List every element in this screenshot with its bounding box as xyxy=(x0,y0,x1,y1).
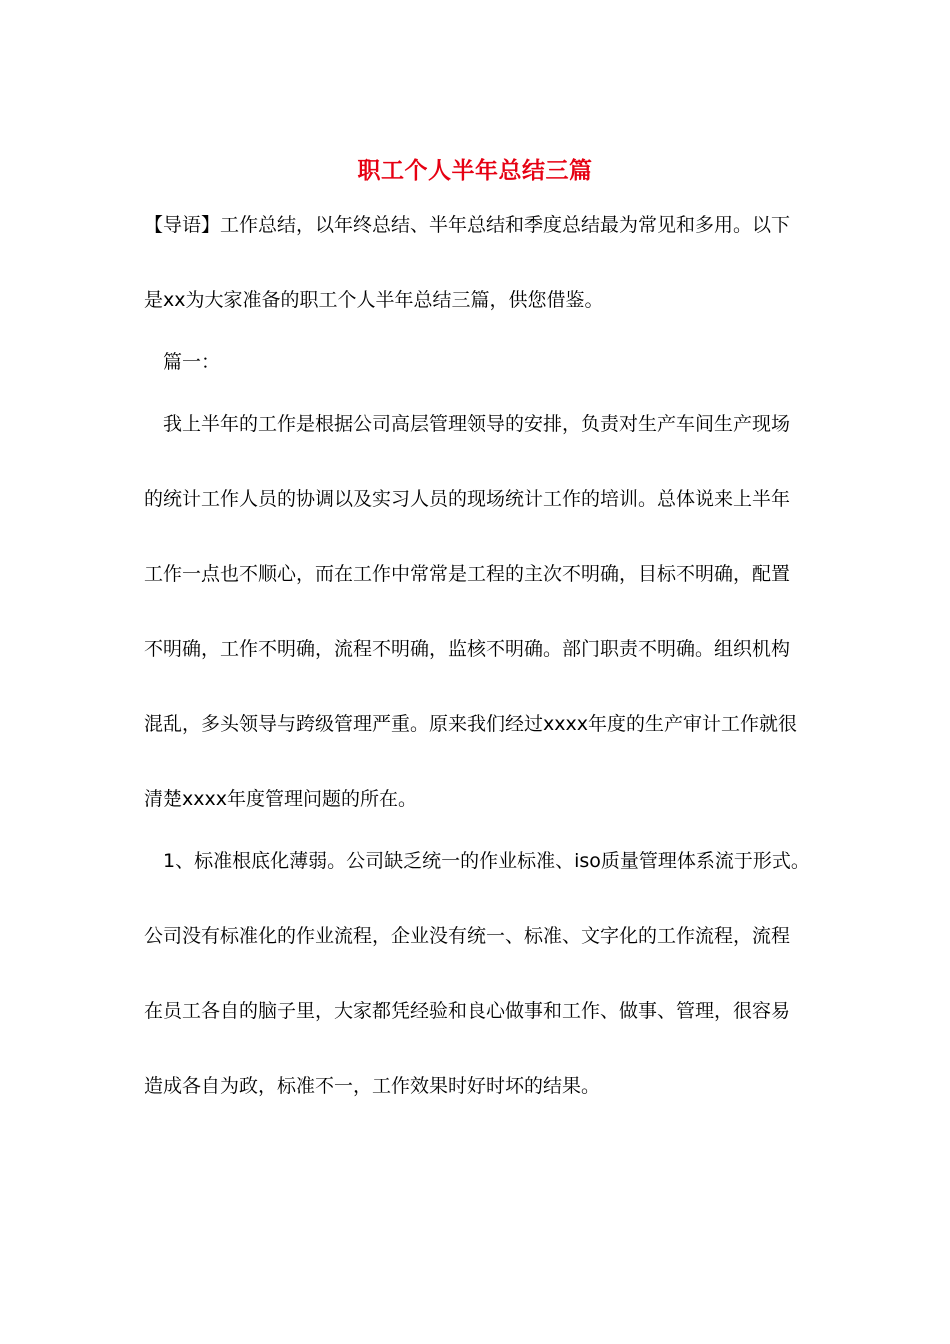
paragraph-line: 造成各自为政，标准不一，工作效果时好时坏的结果。 xyxy=(144,1075,601,1097)
paragraph-line: 不明确，工作不明确，流程不明确，监核不明确。部门职责不明确。组织机构 xyxy=(144,638,791,660)
paragraph-line: 清楚xxxx年度管理问题的所在。 xyxy=(144,788,417,810)
intro-line-2: 是xx为大家准备的职工个人半年总结三篇，供您借鉴。 xyxy=(144,289,604,311)
section-heading: 篇一： xyxy=(163,351,221,373)
paragraph-line: 工作一点也不顺心，而在工作中常常是工程的主次不明确，目标不明确，配置 xyxy=(144,563,791,585)
paragraph-line: 1、标准根底化薄弱。公司缺乏统一的作业标准、iso质量管理体系流于形式。 xyxy=(163,850,810,872)
paragraph-line: 公司没有标准化的作业流程，企业没有统一、标准、文字化的工作流程，流程 xyxy=(144,925,791,947)
intro-line-1: 【导语】工作总结，以年终总结、半年总结和季度总结最为常见和多用。以下 xyxy=(144,214,791,236)
paragraph-line: 在员工各自的脑子里，大家都凭经验和良心做事和工作、做事、管理，很容易 xyxy=(144,1000,791,1022)
paragraph-line: 混乱，多头领导与跨级管理严重。原来我们经过xxxx年度的生产审计工作就很 xyxy=(144,713,797,735)
paragraph-line: 的统计工作人员的协调以及实习人员的现场统计工作的培训。总体说来上半年 xyxy=(144,488,791,510)
document-title: 职工个人半年总结三篇 xyxy=(357,157,593,184)
paragraph-line: 我上半年的工作是根据公司高层管理领导的安排，负责对生产车间生产现场 xyxy=(163,413,791,435)
